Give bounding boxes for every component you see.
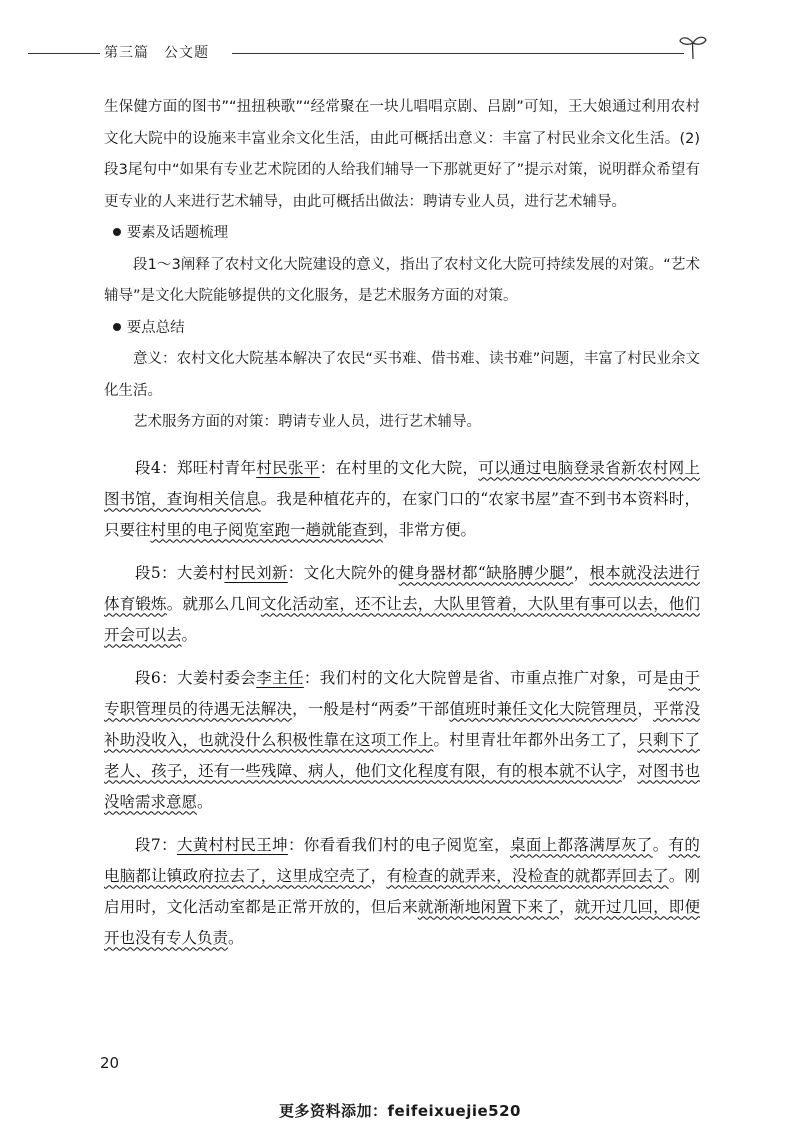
underlined-text: 大黄村村民王坤: [176, 835, 288, 854]
wavy-underlined-text: 有检查的就弄来，没检查的就都弄回去了: [386, 866, 669, 885]
bullet-icon: [113, 228, 121, 236]
header-rule-left: [28, 53, 100, 54]
page-number: 20: [100, 1054, 120, 1072]
summary-countermeasure: 艺术服务方面的对策：聘请专业人员，进行艺术辅导。: [133, 414, 481, 430]
sprout-icon: [678, 34, 708, 60]
underlined-text: 村民刘新: [224, 563, 288, 582]
header-title: 第三篇 公文题: [104, 45, 209, 61]
header-rule-right: [232, 53, 684, 54]
underlined-text: 李主任: [256, 668, 304, 687]
heading-text: 要点总结: [126, 319, 185, 336]
analysis-paragraph: 生保健方面的图书”“扭扭秧歌”“经常聚在一块儿唱唱京剧、吕剧”可知，王大娘通过利用农村文化大院中的设施来丰富业余文化生活，由此可概括出意义：丰富了村民业余文化生活。(2)段3尾句中“如果有专业艺术院团的人给我们辅导一下那就更好了”提示对策，说明群众希望有更专业的人来进行艺术辅导，由此可概括出做法：聘请专业人员，进行艺术辅导。: [104, 99, 700, 210]
wavy-underlined-text: 健身器材都“缺胳膊少腿”: [398, 563, 574, 582]
section-heading-summary: [104, 313, 700, 345]
wavy-underlined-text: 对图书也没啥需求意愿: [104, 761, 700, 811]
source-paragraph-7: 段7：大黄村村民王坤：你看看我们村的电子阅览室，桌面上都落满厚灰了。有的电脑都让镇政府拉去了，这里成空壳了，有检查的就弄来，没检查的就都弄回去了。刚启用时，文化活动室都是正常开放的，但后来就渐渐地闲置下来了，就开过几回，即便开也没有专人负责。: [104, 835, 700, 947]
source-paragraph-6: 段6：大姜村委会李主任：我们村的文化大院曾是省、市重点推广对象，可是由于专职管理员的待遇无法解决，一般是村“两委”干部值班时兼任文化大院管理员，平常没补助没收入，也就没什么积极性靠在这项工作上。村里青壮年都外出务工了，只剩下了老人、孩子，还有一些残障、病人，他们文化程度有限，有的根本就不认字，对图书也没啥需求意愿。: [104, 668, 700, 811]
wavy-underlined-text: 只剩下了老人、孩子，还有一些残障、病人，他们文化程度有限，有的根本就不认字: [104, 730, 700, 780]
source-paragraph-4: 段4：郑旺村青年村民张平：在村里的文化大院，可以通过电脑登录省新农村网上图书馆，查询相关信息。我是种植花卉的，在家门口的“农家书屋”查不到书本资料时，只要往村里的电子阅览室跑一趟就能查到，非常方便。: [104, 458, 700, 539]
source-paragraph-5: 段5：大姜村村民刘新：文化大院外的健身器材都“缺胳膊少腿”，根本就没法进行体育锻炼。就那么几间文化活动室，还不让去，大队里管着，大队里有事可以去，他们开会可以去。: [104, 563, 700, 644]
wavy-underlined-text: 文化活动室，还不让去，大队里管着，大队里有事可以去，他们开会可以去: [104, 594, 700, 644]
wavy-underlined-text: 由于专职管理员的待遇无法解决: [104, 668, 700, 718]
wavy-underlined-text: 有的电脑都让镇政府拉去了，这里成空壳了: [104, 835, 700, 885]
footer-note: 更多资料添加：feifeixuejie520: [279, 1102, 521, 1120]
heading-text: 要素及话题梳理: [126, 225, 229, 241]
wavy-underlined-text: 根本就没法进行体育锻炼: [104, 563, 700, 613]
running-header: [0, 40, 800, 70]
wavy-underlined-text: 就开过几回，即便开也没有专人负责: [104, 897, 700, 947]
wavy-underlined-text: 平常没补助没收入，也就没什么积极性靠在这项工作上: [104, 699, 700, 749]
underlined-text: 村民张平: [256, 458, 320, 477]
summary-meaning: 意义：农村文化大院基本解决了农民“买书难、借书难、读书难”问题，丰富了村民业余文化生活。: [104, 351, 700, 399]
elements-paragraph: 段1～3阐释了农村文化大院建设的意义，指出了农村文化大院可持续发展的对策。“艺术辅导”是文化大院能够提供的文化服务，是艺术服务方面的对策。: [104, 256, 700, 304]
wavy-underlined-text: 就渐渐地闲置下来了: [417, 897, 559, 916]
page-content: [104, 92, 700, 954]
section-heading-elements: [104, 218, 700, 250]
wavy-underlined-text: 可以通过电脑登录省新农村网上图书馆，查询相关信息: [104, 458, 700, 508]
wavy-underlined-text: 值班时兼任文化大院管理员: [449, 699, 638, 718]
bullet-icon: [113, 323, 121, 331]
wavy-underlined-text: 桌面上都落满厚灰了: [509, 835, 653, 854]
wavy-underlined-text: 村里的电子阅览室跑一趟就能查到: [150, 520, 384, 539]
